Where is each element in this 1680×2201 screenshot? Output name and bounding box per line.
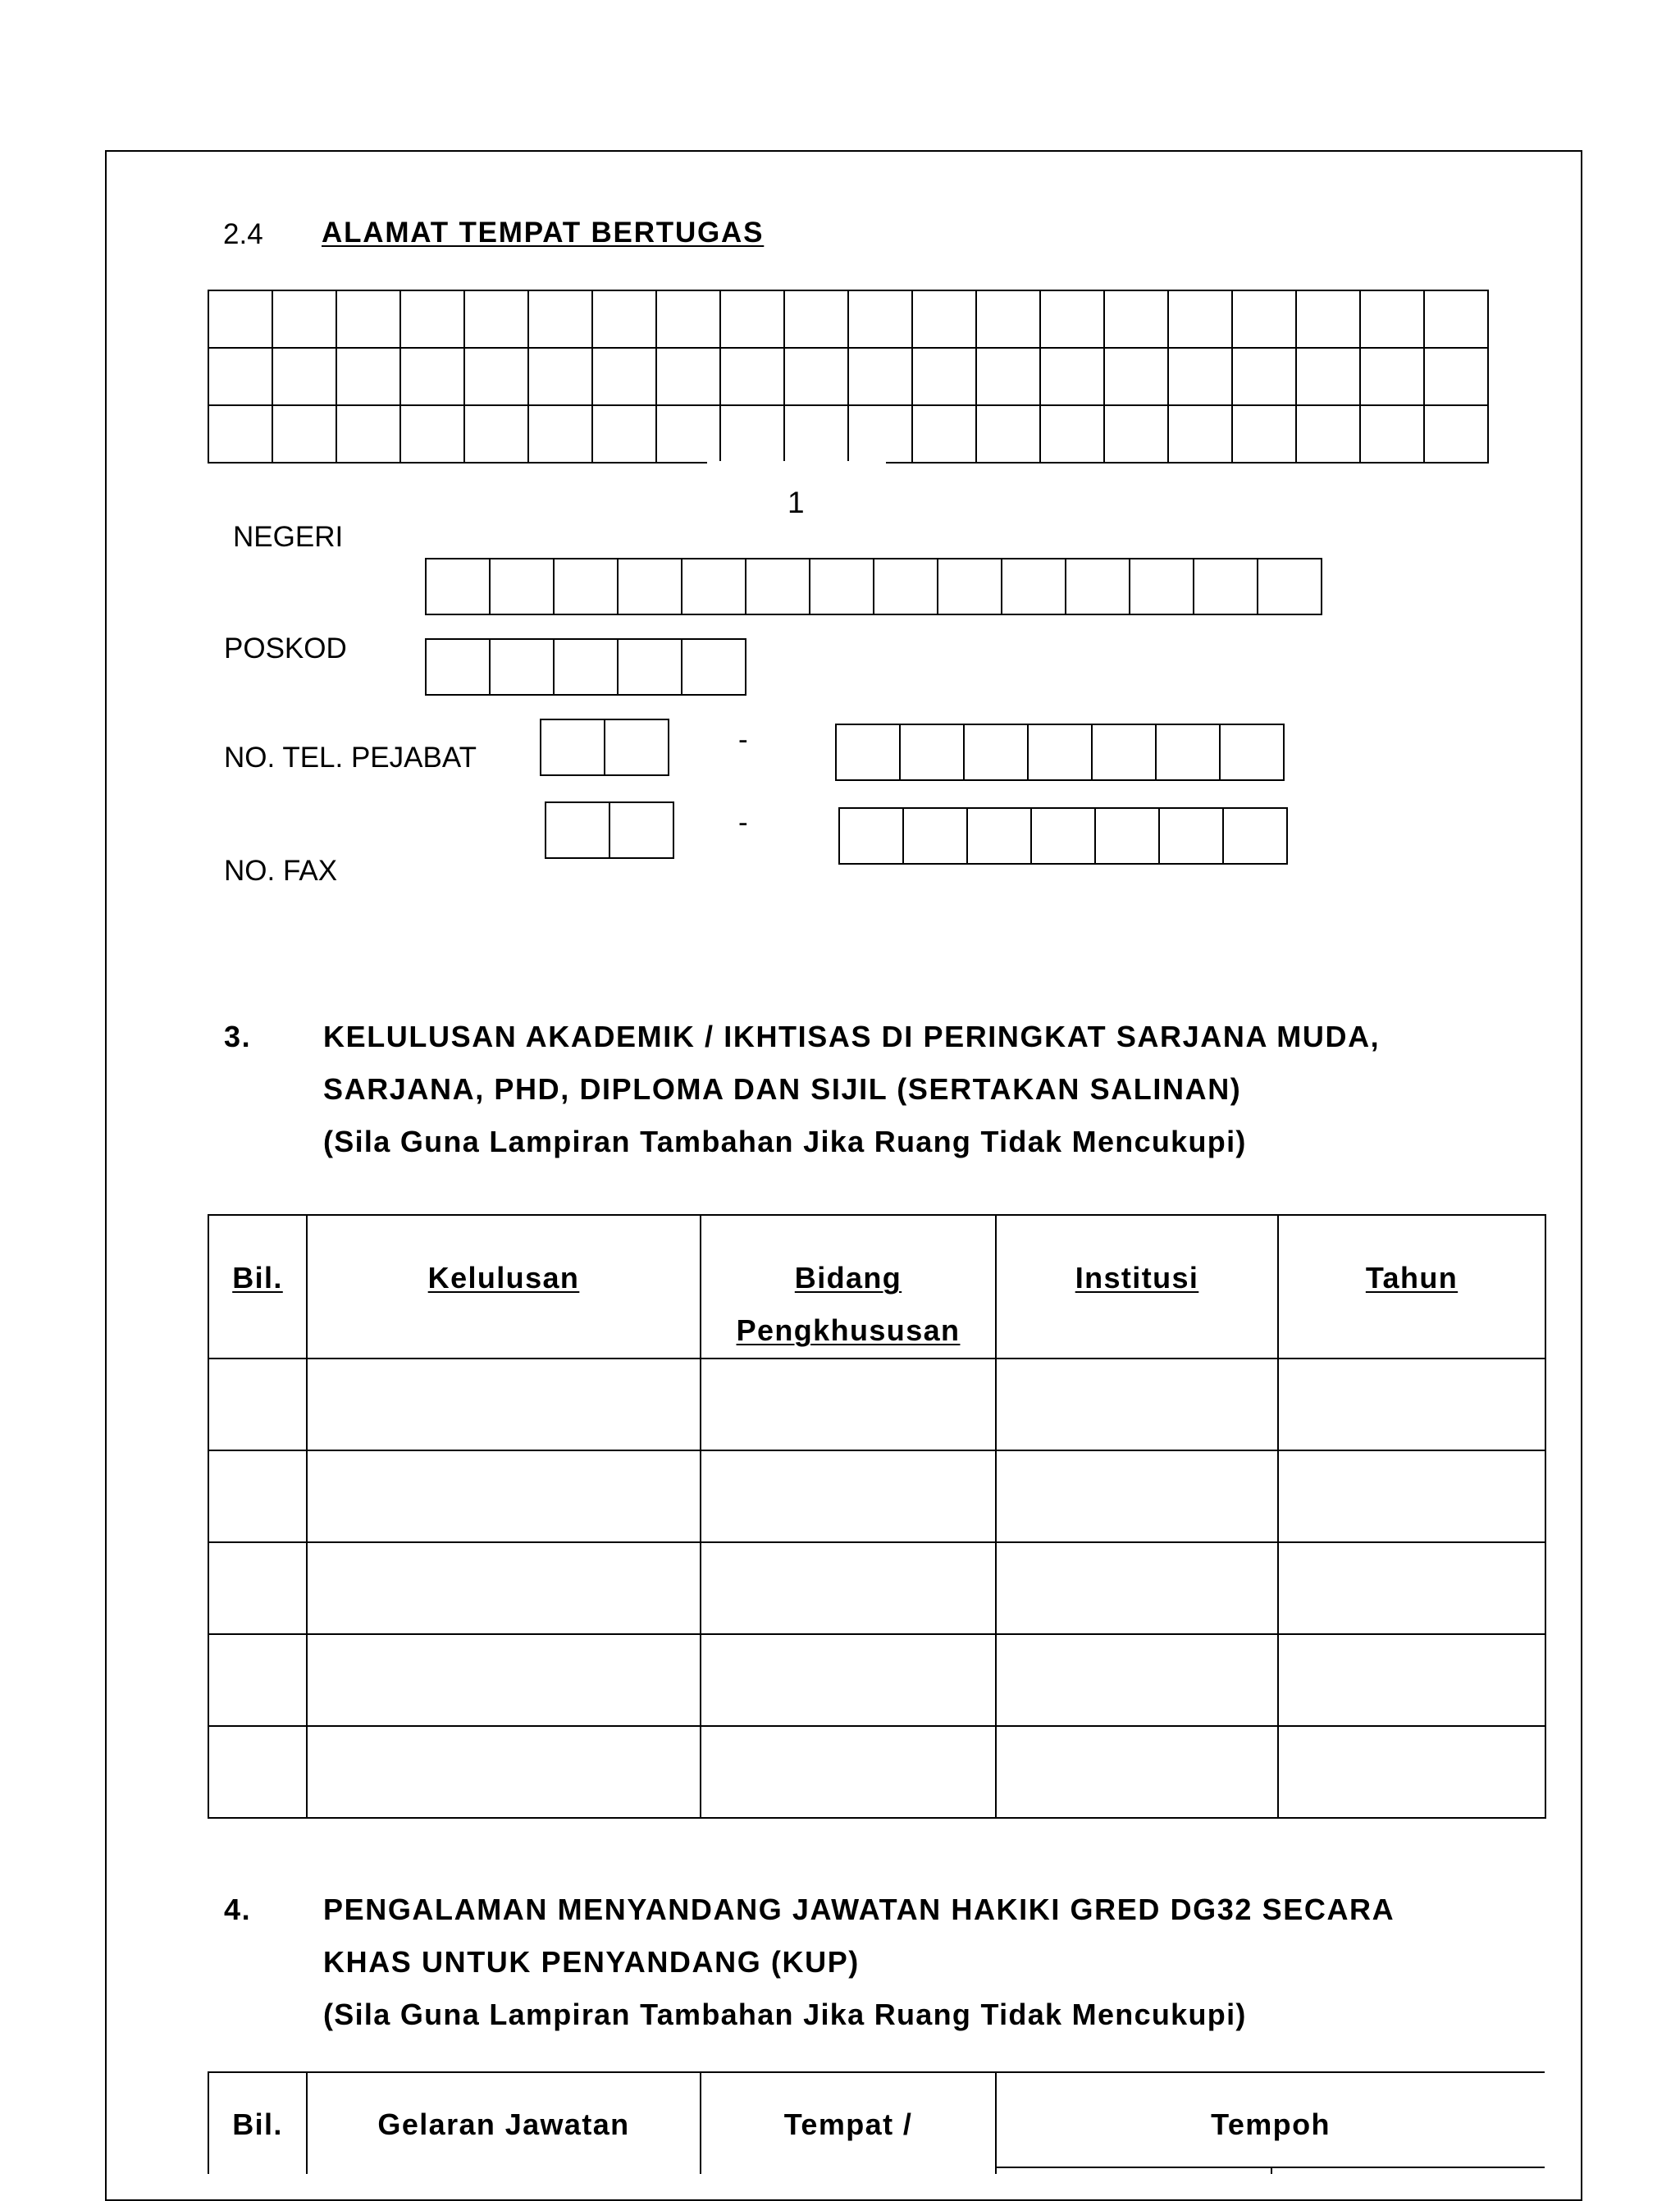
experience-table-clip bbox=[208, 2071, 1545, 2174]
fax-number-cell[interactable] bbox=[966, 807, 1032, 865]
header-bil bbox=[208, 1215, 307, 1359]
negeri-cell[interactable] bbox=[937, 558, 1002, 615]
fax-number-cell[interactable] bbox=[902, 807, 968, 865]
negeri-cell[interactable] bbox=[1129, 558, 1194, 615]
address-cell[interactable] bbox=[976, 348, 1040, 405]
negeri-cell[interactable] bbox=[1001, 558, 1066, 615]
table-row bbox=[208, 1542, 1545, 1634]
address-cell[interactable] bbox=[784, 290, 848, 348]
table-cell[interactable] bbox=[701, 1726, 996, 1818]
fax-area-code-input[interactable] bbox=[545, 801, 674, 859]
address-cell[interactable] bbox=[656, 348, 720, 405]
fax-dash: - bbox=[738, 806, 748, 838]
negeri-cell[interactable] bbox=[553, 558, 619, 615]
header-institusi bbox=[996, 1215, 1278, 1359]
address-cell[interactable] bbox=[1360, 290, 1424, 348]
section-2-4-title: ALAMAT TEMPAT BERTUGAS bbox=[322, 217, 765, 249]
address-cell[interactable] bbox=[1168, 405, 1232, 463]
address-cell[interactable] bbox=[1104, 290, 1168, 348]
address-cell[interactable] bbox=[1232, 405, 1296, 463]
address-cell[interactable] bbox=[1296, 290, 1360, 348]
header-institusi-text: Institusi bbox=[1075, 1261, 1199, 1295]
tel-number-cell[interactable] bbox=[1091, 724, 1157, 781]
address-cell[interactable] bbox=[400, 290, 464, 348]
address-cell[interactable] bbox=[1296, 348, 1360, 405]
address-cell[interactable] bbox=[976, 290, 1040, 348]
section-4-title-line1: PENGALAMAN MENYANDANG JAWATAN HAKIKI GRED DG32 SECARA bbox=[323, 1893, 1395, 1926]
negeri-cell[interactable] bbox=[809, 558, 874, 615]
table-cell[interactable] bbox=[701, 1450, 996, 1542]
header-kelulusan-text: Kelulusan bbox=[427, 1261, 580, 1295]
negeri-cell[interactable] bbox=[617, 558, 682, 615]
address-cell[interactable] bbox=[1040, 405, 1104, 463]
tel-number-cell[interactable] bbox=[963, 724, 1029, 781]
header-bil-text: Bil. bbox=[232, 1261, 283, 1295]
address-cell[interactable] bbox=[1296, 405, 1360, 463]
address-cell[interactable] bbox=[1168, 290, 1232, 348]
tel-dash: - bbox=[738, 724, 748, 756]
negeri-cell[interactable] bbox=[1065, 558, 1130, 615]
header-gelaran-text: Gelaran Jawatan bbox=[377, 2107, 630, 2141]
table-row bbox=[208, 1359, 1545, 1450]
section-3-title-line2: SARJANA, PHD, DIPLOMA DAN SIJIL (SERTAKAN SALINAN) bbox=[323, 1072, 1242, 1106]
negeri-label: NEGERI bbox=[233, 521, 344, 553]
header-kelulusan bbox=[307, 1215, 701, 1359]
section-3-number: 3. bbox=[224, 1020, 252, 1053]
address-grid[interactable] bbox=[208, 290, 1489, 463]
tel-number-cell[interactable] bbox=[1219, 724, 1285, 781]
address-cell[interactable] bbox=[272, 290, 336, 348]
header-tahun bbox=[1278, 1215, 1545, 1359]
table-cell[interactable] bbox=[1278, 1450, 1545, 1542]
fax-number-cell[interactable] bbox=[1030, 807, 1096, 865]
table-cell[interactable] bbox=[996, 1542, 1278, 1634]
header-bidang-line2: Pengkhususan bbox=[736, 1313, 961, 1347]
table-cell[interactable] bbox=[996, 1634, 1278, 1726]
address-cell[interactable] bbox=[1232, 290, 1296, 348]
address-cell[interactable] bbox=[464, 290, 528, 348]
header-bil-4 bbox=[208, 2072, 307, 2174]
address-cell[interactable] bbox=[400, 348, 464, 405]
table-cell[interactable] bbox=[307, 1359, 701, 1450]
address-cell[interactable] bbox=[1168, 348, 1232, 405]
header-tempat-text: Tempat / bbox=[783, 2107, 913, 2141]
poskod-cell[interactable] bbox=[425, 638, 491, 696]
address-cell[interactable] bbox=[976, 405, 1040, 463]
negeri-cell[interactable] bbox=[425, 558, 491, 615]
fax-number-cell[interactable] bbox=[1094, 807, 1160, 865]
negeri-cell[interactable] bbox=[873, 558, 938, 615]
table-cell[interactable] bbox=[1278, 1634, 1545, 1726]
address-cell[interactable] bbox=[528, 405, 592, 463]
header-tempat bbox=[701, 2072, 996, 2174]
address-cell[interactable] bbox=[1424, 405, 1488, 463]
address-cell[interactable] bbox=[912, 405, 976, 463]
negeri-cell[interactable] bbox=[1193, 558, 1258, 615]
address-line-1 bbox=[208, 290, 1488, 348]
header-bil-4-text: Bil. bbox=[232, 2107, 283, 2141]
address-cell[interactable] bbox=[272, 405, 336, 463]
address-cell[interactable] bbox=[1424, 348, 1488, 405]
tel-area-code-input[interactable] bbox=[540, 719, 669, 776]
table-cell[interactable] bbox=[208, 1450, 307, 1542]
fax-number-input[interactable] bbox=[838, 807, 1288, 865]
table-cell[interactable] bbox=[1278, 1726, 1545, 1818]
address-cell[interactable] bbox=[1360, 405, 1424, 463]
address-cell[interactable] bbox=[464, 348, 528, 405]
tel-label: NO. TEL. PEJABAT bbox=[224, 742, 477, 774]
address-cell[interactable] bbox=[336, 405, 400, 463]
address-cell[interactable] bbox=[528, 348, 592, 405]
address-cell[interactable] bbox=[400, 405, 464, 463]
poskod-cell[interactable] bbox=[681, 638, 746, 696]
table-cell[interactable] bbox=[307, 1726, 701, 1818]
address-cell[interactable] bbox=[656, 290, 720, 348]
section-4-number: 4. bbox=[224, 1893, 252, 1926]
table-cell[interactable] bbox=[208, 1542, 307, 1634]
address-cell[interactable] bbox=[464, 405, 528, 463]
address-cell[interactable] bbox=[784, 348, 848, 405]
tel-number-input[interactable] bbox=[835, 724, 1285, 781]
fax-number-cell[interactable] bbox=[1222, 807, 1288, 865]
tel-area-cell[interactable] bbox=[604, 719, 669, 776]
tempoh-split bbox=[1271, 2167, 1272, 2174]
tel-number-cell[interactable] bbox=[835, 724, 901, 781]
poskod-cell[interactable] bbox=[489, 638, 555, 696]
qualification-header-row bbox=[208, 1215, 1545, 1359]
address-cell[interactable] bbox=[720, 348, 784, 405]
address-cell[interactable] bbox=[1040, 290, 1104, 348]
address-cell[interactable] bbox=[336, 290, 400, 348]
section-3-title-line1: KELULUSAN AKADEMIK / IKHTISAS DI PERINGKAT SARJANA MUDA, bbox=[323, 1020, 1381, 1053]
section-3-note: (Sila Guna Lampiran Tambahan Jika Ruang Tidak Mencukupi) bbox=[323, 1125, 1247, 1158]
tel-number-cell[interactable] bbox=[1027, 724, 1093, 781]
table-cell[interactable] bbox=[1278, 1359, 1545, 1450]
experience-table bbox=[208, 2071, 1545, 2174]
section-2-4-number: 2.4 bbox=[223, 218, 263, 250]
tel-area-cell[interactable] bbox=[540, 719, 605, 776]
negeri-cell[interactable] bbox=[681, 558, 746, 615]
address-cell[interactable] bbox=[720, 290, 784, 348]
poskod-cell[interactable] bbox=[553, 638, 619, 696]
address-cell[interactable] bbox=[656, 405, 720, 463]
table-cell[interactable] bbox=[996, 1450, 1278, 1542]
address-cell[interactable] bbox=[1232, 348, 1296, 405]
table-row bbox=[208, 1634, 1545, 1726]
header-gelaran bbox=[307, 2072, 701, 2174]
table-row bbox=[208, 1450, 1545, 1542]
section-4-title-line2: KHAS UNTUK PENYANDANG (KUP) bbox=[323, 1945, 860, 1979]
poskod-input[interactable] bbox=[425, 638, 746, 696]
address-cell[interactable] bbox=[848, 348, 912, 405]
qualification-table bbox=[208, 1214, 1546, 1819]
poskod-label: POSKOD bbox=[224, 632, 347, 664]
fax-area-cell[interactable] bbox=[609, 801, 674, 859]
address-cell[interactable] bbox=[208, 290, 272, 348]
page-marker: 1 bbox=[788, 486, 805, 519]
header-tahun-text: Tahun bbox=[1365, 1261, 1459, 1295]
address-cell[interactable] bbox=[1104, 405, 1168, 463]
address-cell[interactable] bbox=[1360, 348, 1424, 405]
fax-label: NO. FAX bbox=[224, 855, 338, 887]
tel-number-cell[interactable] bbox=[899, 724, 965, 781]
address-cell[interactable] bbox=[592, 290, 656, 348]
address-cell[interactable] bbox=[1104, 348, 1168, 405]
negeri-cell[interactable] bbox=[1257, 558, 1322, 615]
address-cell[interactable] bbox=[592, 348, 656, 405]
negeri-cell[interactable] bbox=[489, 558, 555, 615]
table-cell[interactable] bbox=[701, 1359, 996, 1450]
table-cell[interactable] bbox=[701, 1542, 996, 1634]
address-line-2 bbox=[208, 348, 1488, 405]
table-cell[interactable] bbox=[307, 1542, 701, 1634]
table-cell[interactable] bbox=[208, 1359, 307, 1450]
tel-number-cell[interactable] bbox=[1155, 724, 1221, 781]
table-cell[interactable] bbox=[307, 1450, 701, 1542]
header-bidang bbox=[701, 1215, 996, 1359]
table-cell[interactable] bbox=[996, 1359, 1278, 1450]
fax-area-cell[interactable] bbox=[545, 801, 610, 859]
address-cell[interactable] bbox=[592, 405, 656, 463]
address-cell[interactable] bbox=[912, 348, 976, 405]
fax-number-cell[interactable] bbox=[838, 807, 904, 865]
negeri-cell[interactable] bbox=[745, 558, 810, 615]
table-cell[interactable] bbox=[996, 1726, 1278, 1818]
table-row bbox=[208, 1726, 1545, 1818]
address-cell[interactable] bbox=[1040, 348, 1104, 405]
header-bidang-line1: Bidang bbox=[794, 1261, 902, 1295]
address-cell[interactable] bbox=[848, 290, 912, 348]
address-cell[interactable] bbox=[272, 348, 336, 405]
header-tempoh bbox=[996, 2072, 1545, 2174]
fax-number-cell[interactable] bbox=[1158, 807, 1224, 865]
address-cell[interactable] bbox=[912, 290, 976, 348]
grid-gap-spacer bbox=[735, 445, 861, 463]
address-cell[interactable] bbox=[336, 348, 400, 405]
table-cell[interactable] bbox=[1278, 1542, 1545, 1634]
table-cell[interactable] bbox=[307, 1634, 701, 1726]
address-cell[interactable] bbox=[208, 348, 272, 405]
negeri-input[interactable] bbox=[425, 558, 1322, 615]
header-tempoh-text: Tempoh bbox=[1211, 2107, 1331, 2141]
address-cell[interactable] bbox=[1424, 290, 1488, 348]
section-4-note: (Sila Guna Lampiran Tambahan Jika Ruang Tidak Mencukupi) bbox=[323, 1998, 1247, 2031]
table-cell[interactable] bbox=[208, 1634, 307, 1726]
address-cell[interactable] bbox=[528, 290, 592, 348]
experience-header-row bbox=[208, 2072, 1545, 2174]
table-cell[interactable] bbox=[701, 1634, 996, 1726]
address-cell[interactable] bbox=[208, 405, 272, 463]
table-cell[interactable] bbox=[208, 1726, 307, 1818]
poskod-cell[interactable] bbox=[617, 638, 682, 696]
